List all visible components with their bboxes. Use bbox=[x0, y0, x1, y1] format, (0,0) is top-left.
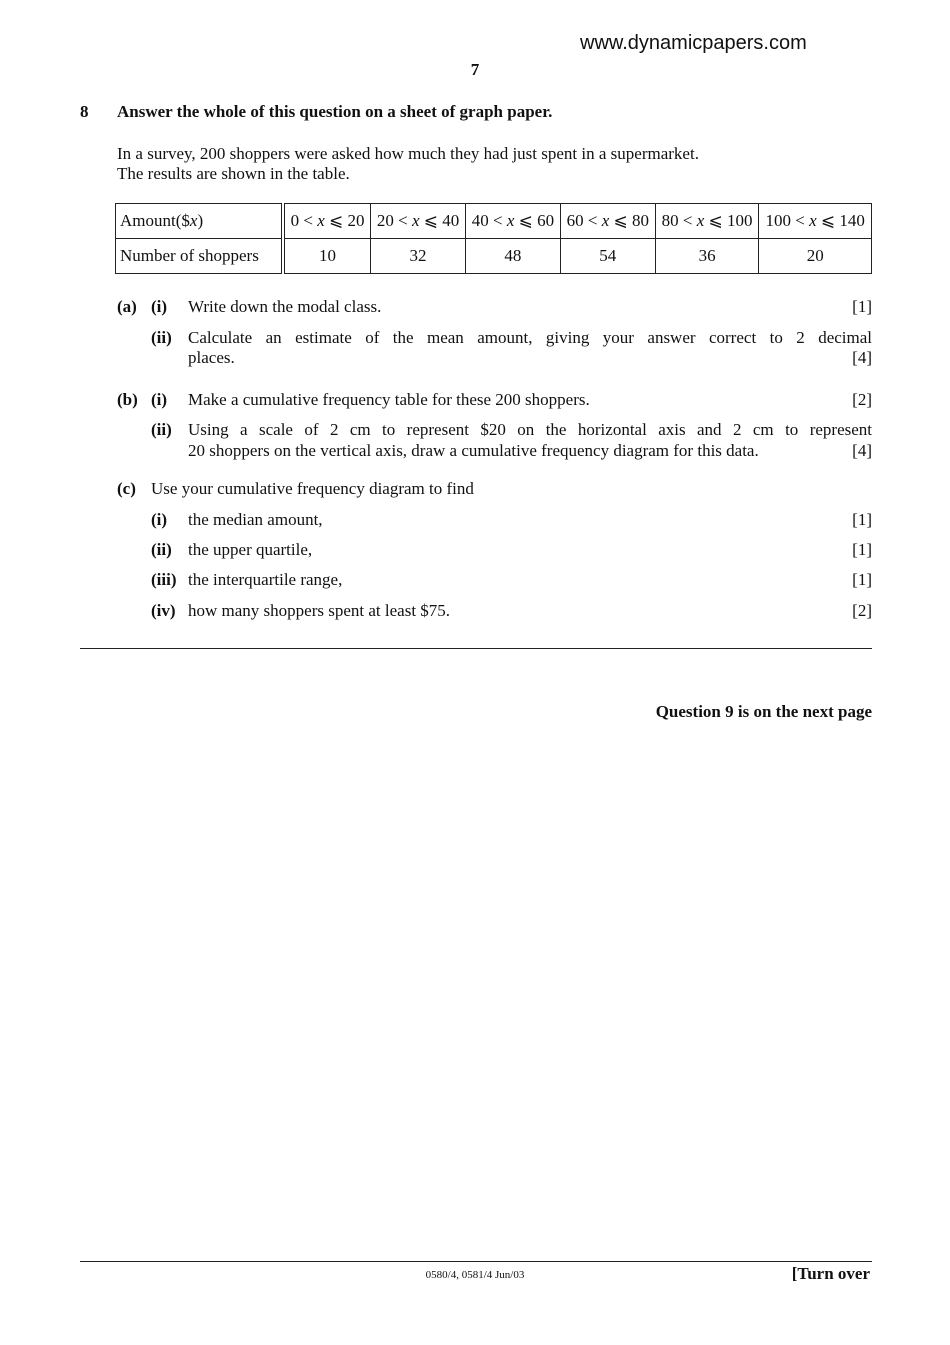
count-cell: 36 bbox=[655, 239, 759, 274]
website-url: www.dynamicpapers.com bbox=[580, 32, 807, 54]
part-a-ii-label: (ii) bbox=[151, 328, 172, 347]
part-c-ii-label: (ii) bbox=[151, 540, 172, 559]
part-a-label: (a) bbox=[117, 297, 137, 316]
part-a-ii-line-2: places. bbox=[188, 348, 235, 367]
part-b-i-mark: [2] bbox=[852, 390, 872, 409]
class-cell: 40 < x ⩽ 60 bbox=[465, 204, 560, 239]
class-cell: 20 < x ⩽ 40 bbox=[371, 204, 466, 239]
part-c-i-label: (i) bbox=[151, 510, 168, 529]
intro-line-1: In a survey, 200 shoppers were asked how much they had just spent in a supermarket. bbox=[117, 144, 699, 163]
class-cell: 80 < x ⩽ 100 bbox=[655, 204, 759, 239]
class-cell: 100 < x ⩽ 140 bbox=[759, 204, 872, 239]
intro-line-2: The results are shown in the table. bbox=[117, 164, 350, 183]
count-cell: 10 bbox=[283, 239, 371, 274]
part-c-i-mark: [1] bbox=[852, 510, 872, 529]
question-number: 8 bbox=[80, 102, 89, 121]
part-a-i-label: (i) bbox=[151, 297, 168, 316]
part-b-ii-mark: [4] bbox=[852, 441, 872, 460]
next-page-note: Question 9 is on the next page bbox=[655, 702, 872, 721]
part-b-ii-line-1: Using a scale of 2 cm to represent $20 on the horizontal axis and 2 cm to represent bbox=[188, 420, 872, 439]
part-c-iii-label: (iii) bbox=[151, 570, 177, 589]
table-row-amount bbox=[116, 204, 872, 239]
part-a-i-text: Write down the modal class. bbox=[188, 297, 382, 316]
part-b-i-label: (i) bbox=[151, 390, 168, 409]
row-header-amount: Amount($x) bbox=[116, 204, 284, 239]
part-c-i-text: the median amount, bbox=[188, 510, 323, 529]
table-row-shoppers bbox=[116, 239, 872, 274]
question-instruction: Answer the whole of this question on a sheet of graph paper. bbox=[117, 102, 553, 121]
part-c-ii-mark: [1] bbox=[852, 540, 872, 559]
part-c-iii-mark: [1] bbox=[852, 570, 872, 589]
turn-over: [Turn over bbox=[791, 1264, 870, 1283]
part-a-ii-mark: [4] bbox=[852, 348, 872, 367]
part-a-i-mark: [1] bbox=[852, 297, 872, 316]
count-cell: 32 bbox=[371, 239, 466, 274]
part-c-iv-mark: [2] bbox=[852, 601, 872, 620]
count-cell: 20 bbox=[759, 239, 872, 274]
part-b-ii-label: (ii) bbox=[151, 420, 172, 439]
section-divider bbox=[80, 648, 872, 649]
part-b-label: (b) bbox=[117, 390, 138, 409]
class-cell: 0 < x ⩽ 20 bbox=[283, 204, 371, 239]
page-number: 7 bbox=[470, 60, 480, 79]
count-cell: 54 bbox=[560, 239, 655, 274]
footer-code: 0580/4, 0581/4 Jun/03 bbox=[425, 1269, 525, 1281]
part-b-i-text: Make a cumulative frequency table for these 200 shoppers. bbox=[188, 390, 590, 409]
part-c-intro: Use your cumulative frequency diagram to find bbox=[151, 479, 474, 498]
footer-divider bbox=[80, 1261, 872, 1262]
shoppers-table bbox=[115, 203, 872, 274]
row-header-shoppers: Number of shoppers bbox=[116, 239, 284, 274]
part-b-ii-line-2: 20 shoppers on the vertical axis, draw a cumulative frequency diagram for this data. bbox=[188, 441, 759, 460]
part-c-label: (c) bbox=[117, 479, 136, 498]
part-c-iii-text: the interquartile range, bbox=[188, 570, 343, 589]
count-cell: 48 bbox=[465, 239, 560, 274]
part-c-iv-label: (iv) bbox=[151, 601, 176, 620]
part-c-iv-text: how many shoppers spent at least $75. bbox=[188, 601, 451, 620]
question-intro bbox=[117, 144, 699, 184]
class-cell: 60 < x ⩽ 80 bbox=[560, 204, 655, 239]
part-a-ii-line-1: Calculate an estimate of the mean amount, giving your answer correct to 2 decimal bbox=[188, 328, 872, 347]
part-c-ii-text: the upper quartile, bbox=[188, 540, 313, 559]
